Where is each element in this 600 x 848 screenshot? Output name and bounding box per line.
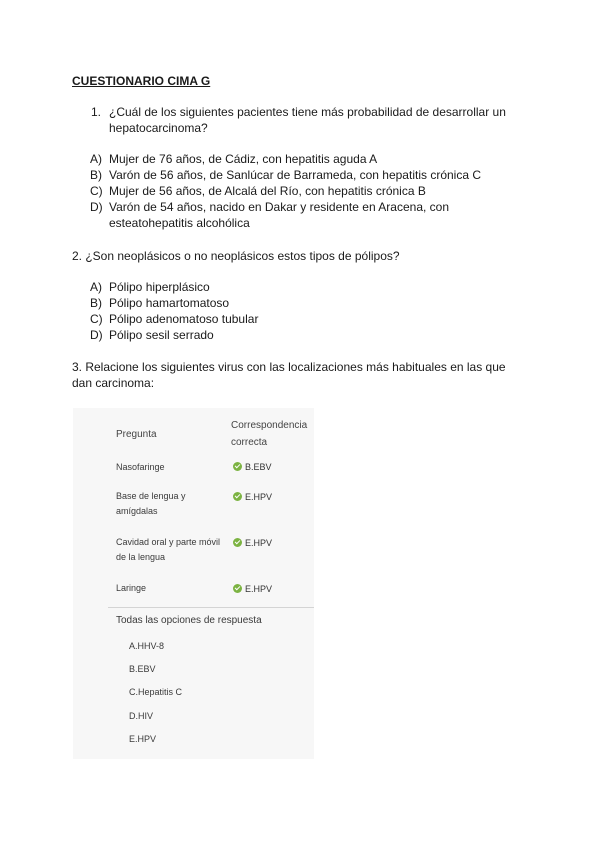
q2-option-letter: D) <box>90 328 103 342</box>
check-icon <box>233 492 242 501</box>
question-1-text-cont: hepatocarcinoma? <box>109 121 208 135</box>
question-2-text: 2. ¿Son neoplásicos o no neoplásicos estos tipos de pólipos? <box>72 249 400 263</box>
q2-option-a: Pólipo hiperplásico <box>109 280 210 294</box>
q2-option-letter: B) <box>90 296 102 310</box>
table-row-question: Nasofaringe <box>116 462 165 472</box>
table-row-question: Base de lengua y <box>116 491 186 501</box>
table-row-question: Cavidad oral y parte móvil <box>116 537 221 547</box>
table-row-question-cont: de la lengua <box>116 552 166 562</box>
answer-option: B.EBV <box>129 664 156 674</box>
question-1-number: 1. <box>91 105 102 119</box>
question-3-text: 3. Relacione los siguientes virus con las localizaciones más habituales en las que <box>72 360 506 374</box>
q2-option-letter: C) <box>90 312 103 326</box>
question-1-text: ¿Cuál de los siguientes pacientes tiene más probabilidad de desarrollar un <box>109 105 506 119</box>
q2-option-c: Pólipo adenomatoso tubular <box>109 312 259 326</box>
table-row-answer: E.HPV <box>245 538 273 548</box>
question-3-text-cont: dan carcinoma: <box>72 376 155 390</box>
table-row-answer: E.HPV <box>245 492 273 502</box>
q1-option-d: Varón de 54 años, nacido en Dakar y residente en Aracena, con <box>109 200 450 214</box>
table-row-answer: E.HPV <box>245 584 273 594</box>
column-header-answer-cont: correcta <box>231 437 268 448</box>
q1-option-a: Mujer de 76 años, de Cádiz, con hepatitis aguda A <box>109 152 378 166</box>
answer-option: D.HIV <box>129 711 154 721</box>
table-row-question: Laringe <box>116 583 147 593</box>
answer-option: E.HPV <box>129 734 157 744</box>
table-row-answer: B.EBV <box>245 462 272 472</box>
answer-option: A.HHV-8 <box>129 641 165 651</box>
page-title: CUESTIONARIO CIMA G <box>72 74 211 88</box>
q1-option-b: Varón de 56 años, de Sanlúcar de Barrameda, con hepatitis crónica C <box>109 168 481 182</box>
check-icon <box>233 538 242 547</box>
answer-option: C.Hepatitis C <box>129 687 183 697</box>
check-icon <box>233 462 242 471</box>
q1-option-d-cont: esteatohepatitis alcohólica <box>109 216 250 230</box>
table-divider <box>108 607 314 608</box>
column-header-answer: Correspondencia <box>231 420 308 431</box>
check-icon <box>233 584 242 593</box>
q1-option-letter: C) <box>90 184 103 198</box>
q2-option-b: Pólipo hamartomatoso <box>109 296 230 310</box>
all-options-label: Todas las opciones de respuesta <box>116 615 262 626</box>
matching-table-image <box>73 408 314 759</box>
q1-option-letter: D) <box>90 200 103 214</box>
q2-option-d: Pólipo sesil serrado <box>109 328 214 342</box>
q2-option-letter: A) <box>90 280 102 294</box>
q1-option-letter: B) <box>90 168 102 182</box>
q1-option-c: Mujer de 56 años, de Alcalá del Río, con hepatitis crónica B <box>109 184 426 198</box>
column-header-question: Pregunta <box>116 429 157 440</box>
table-row-question-cont: amígdalas <box>116 506 158 516</box>
q1-option-letter: A) <box>90 152 102 166</box>
